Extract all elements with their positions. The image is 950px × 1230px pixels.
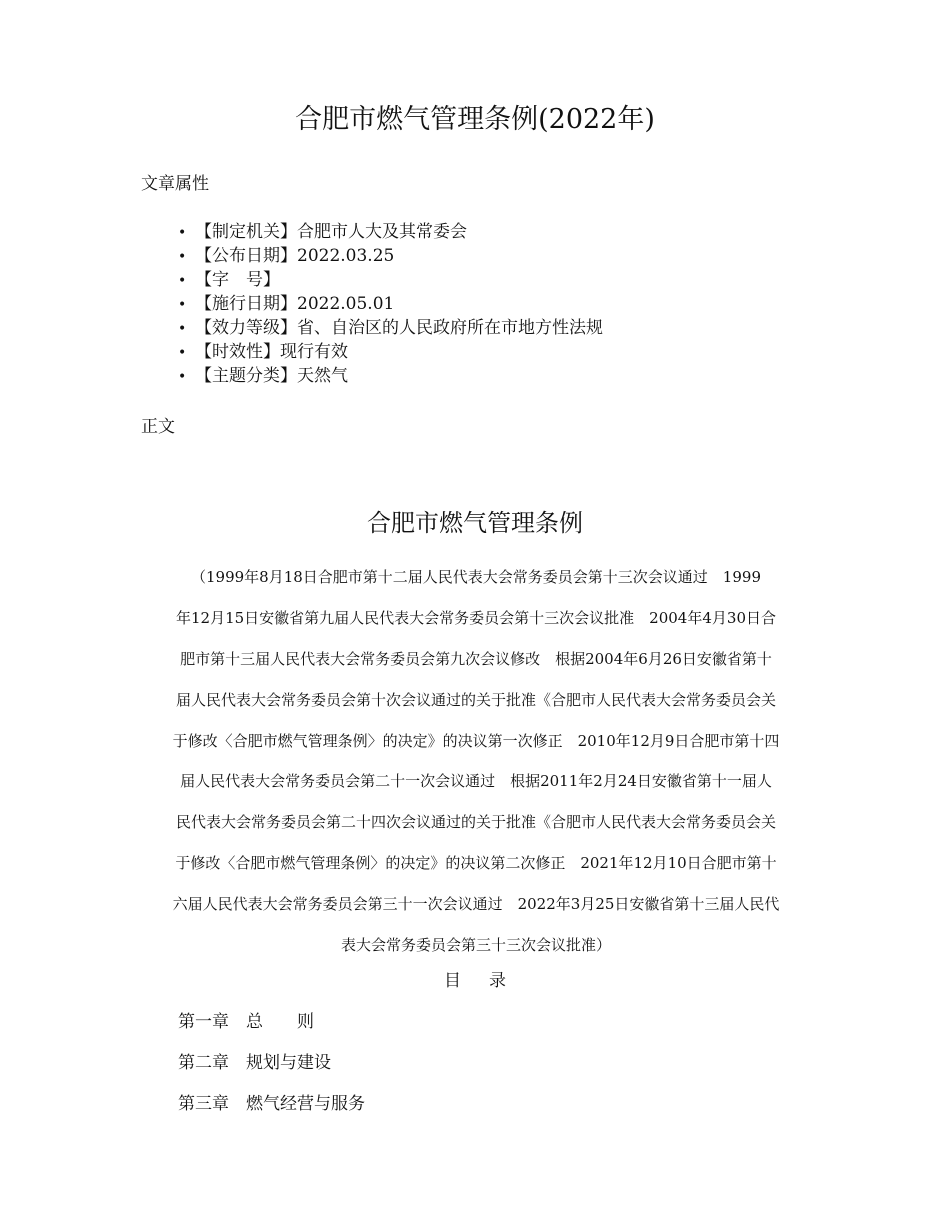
toc-heading: 目录 (444, 971, 534, 991)
attribute-item (178, 340, 878, 364)
attribute-item (178, 316, 878, 340)
preamble-line: 年12月15日安徽省第九届人民代表大会常务委员会第十三次会议批准 2004年4月30日合 (176, 608, 776, 627)
bullet-icon: • (178, 249, 187, 265)
preamble-line: 民代表大会常务委员会第二十四次会议通过的关于批准《合肥市人民代表大会常务委员会关 (175, 813, 776, 832)
attribute-item (178, 220, 878, 244)
attribute-text: 【公布日期】2022.03.25 (195, 246, 395, 266)
toc-item: 第二章 规划与建设 (178, 1053, 331, 1073)
preamble-line: 六届人民代表大会常务委员会第三十一次会议通过 2022年3月25日安徽省第十三届人民代 (172, 895, 780, 914)
attribute-item (178, 364, 878, 388)
preamble-line: 肥市第十三届人民代表大会常务委员会第九次会议修改 根据2004年6月26日安徽省第十 (180, 649, 772, 668)
attribute-item (178, 292, 878, 316)
toc-item: 第三章 燃气经营与服务 (178, 1094, 365, 1114)
bullet-icon: • (178, 321, 187, 337)
bullet-icon: • (178, 297, 187, 313)
preamble-line: （1999年8月18日合肥市第十二届人民代表大会常务委员会第十三次会议通过 1999 (191, 568, 761, 586)
table-of-contents (178, 1008, 365, 1131)
preamble-line: 届人民代表大会常务委员会第十次会议通过的关于批准《合肥市人民代表大会常务委员会关 (175, 690, 776, 709)
bullet-icon: • (178, 225, 187, 241)
attribute-text: 【主题分类】天然气 (195, 366, 348, 386)
toc-item: 第一章 总 则 (178, 1012, 314, 1032)
attribute-item (178, 268, 878, 292)
preamble-line: 届人民代表大会常务委员会第二十一次会议通过 根据2011年2月24日安徽省第十一届人 (180, 772, 772, 791)
preamble-line: 于修改〈合肥市燃气管理条例〉的决定》的决议第一次修正 2010年12月9日合肥市第十四 (172, 731, 780, 750)
bullet-icon: • (178, 273, 187, 289)
attribute-text: 【时效性】现行有效 (195, 342, 348, 362)
body-label: 正文 (141, 417, 175, 437)
bullet-icon: • (178, 369, 187, 385)
attribute-text: 【施行日期】2022.05.01 (195, 294, 395, 314)
preamble (141, 560, 811, 969)
preamble-line: 表大会常务委员会第三十三次会议批准） (340, 936, 611, 955)
document-title: 合肥市燃气管理条例(2022年) (295, 104, 655, 135)
attribute-text: 【字 号】 (195, 270, 280, 290)
attribute-text: 【效力等级】省、自治区的人民政府所在市地方性法规 (195, 318, 603, 338)
attribute-item (178, 244, 878, 268)
preamble-line: 于修改〈合肥市燃气管理条例〉的决定》的决议第二次修正 2021年12月10日合肥市第十 (175, 854, 777, 873)
bullet-icon: • (178, 345, 187, 361)
law-title: 合肥市燃气管理条例 (367, 509, 583, 537)
attributes-label: 文章属性 (141, 174, 209, 194)
attribute-text: 【制定机关】合肥市人大及其常委会 (195, 222, 467, 242)
attributes-list (178, 220, 878, 388)
